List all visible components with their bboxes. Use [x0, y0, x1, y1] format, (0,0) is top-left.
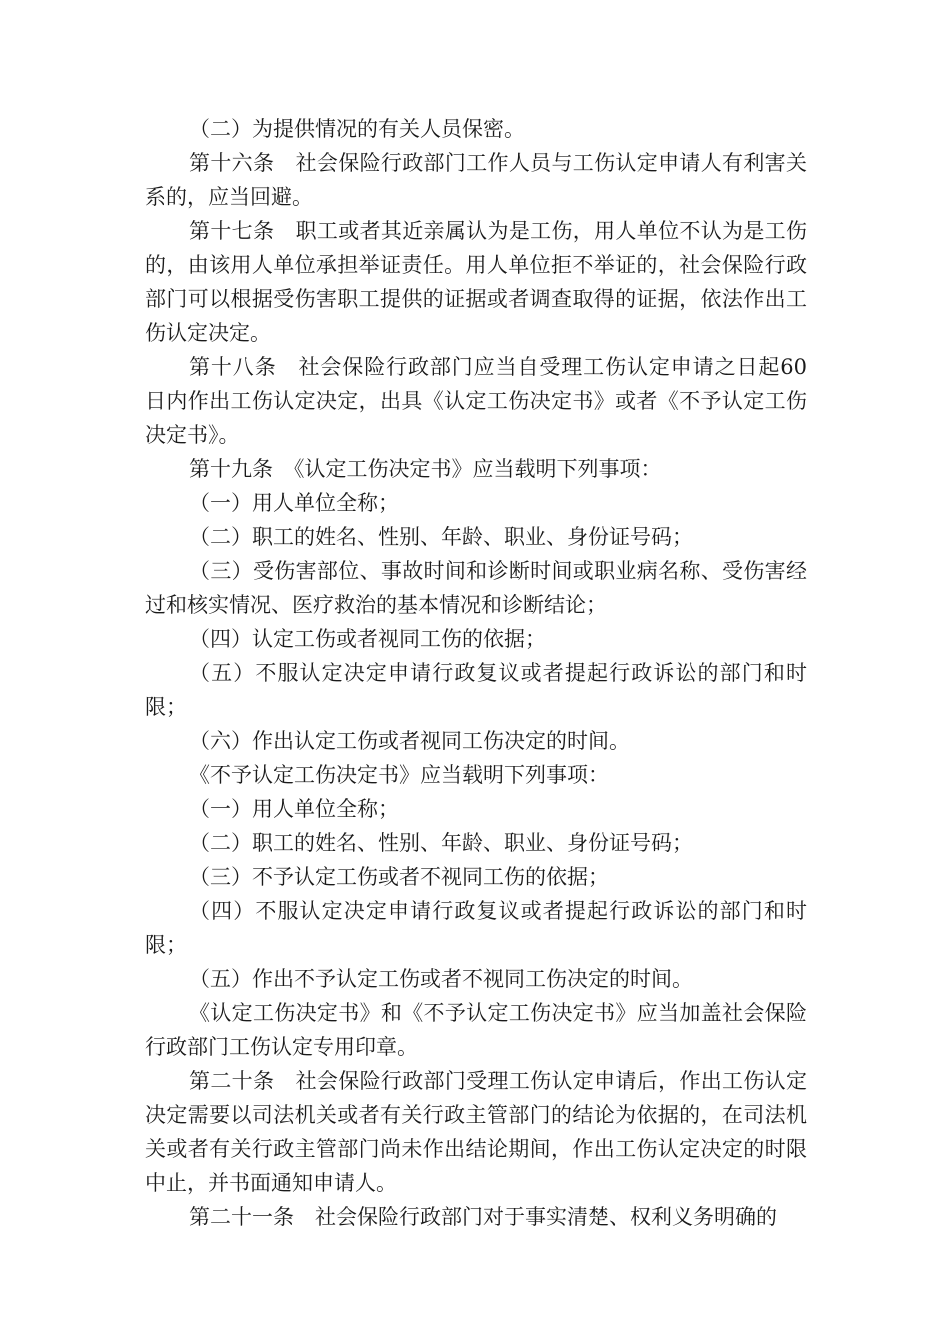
- list-item: （五）不服认定决定申请行政复议或者提起行政诉讼的部门和时限；: [145, 661, 807, 719]
- list-item: （四）认定工伤或者视同工伤的依据；: [189, 627, 546, 651]
- paragraph-article-16: 第十六条 社会保险行政部门工作人员与工伤认定申请人有利害关系的，应当回避。: [145, 151, 807, 209]
- paragraph-article-19: 第十九条 《认定工伤决定书》应当载明下列事项：: [189, 457, 662, 481]
- paragraph-article-17: 第十七条 职工或者其近亲属认为是工伤，用人单位不认为是工伤的，由该用人单位承担举证责任。用人单位拒不举证的，社会保险行政部门可以根据受伤害职工提供的证据或者调查取得的证据，依法作出工伤认定决定。: [145, 219, 807, 345]
- list-item: （二）职工的姓名、性别、年龄、职业、身份证号码；: [189, 831, 693, 855]
- paragraph-article-21: 第二十一条 社会保险行政部门对于事实清楚、权利义务明确的: [189, 1205, 777, 1229]
- list-item: （一）用人单位全称；: [189, 797, 399, 821]
- paragraph-article-20: 第二十条 社会保险行政部门受理工伤认定申请后，作出工伤认定决定需要以司法机关或者有关行政主管部门的结论为依据的，在司法机关或者有关行政主管部门尚未作出结论期间，作出工伤认定决定的时限中止，并书面通知申请人。: [145, 1069, 807, 1195]
- list-item: （五）作出不予认定工伤或者不视同工伤决定的时间。: [189, 967, 693, 991]
- document-body: [145, 112, 807, 1234]
- list-item: （六）作出认定工伤或者视同工伤决定的时间。: [189, 729, 630, 753]
- list-item: （二）职工的姓名、性别、年龄、职业、身份证号码；: [189, 525, 693, 549]
- list-item: （三）受伤害部位、事故时间和诊断时间或职业病名称、受伤害经过和核实情况、医疗救治的基本情况和诊断结论；: [145, 559, 807, 617]
- paragraph-confidentiality: （二）为提供情况的有关人员保密。: [189, 117, 525, 141]
- paragraph-official-seal: 《认定工伤决定书》和《不予认定工伤决定书》应当加盖社会保险行政部门工伤认定专用印章。: [145, 1001, 807, 1059]
- list-item: （一）用人单位全称；: [189, 491, 399, 515]
- paragraph-non-recognition-heading: 《不予认定工伤决定书》应当载明下列事项：: [189, 763, 609, 787]
- paragraph-article-18: 第十八条 社会保险行政部门应当自受理工伤认定申请之日起60 日内作出工伤认定决定，出具《认定工伤决定书》或者《不予认定工伤决定书》。: [145, 355, 807, 447]
- list-item: （三）不予认定工伤或者不视同工伤的依据；: [189, 865, 609, 889]
- list-item: （四）不服认定决定申请行政复议或者提起行政诉讼的部门和时限；: [145, 899, 807, 957]
